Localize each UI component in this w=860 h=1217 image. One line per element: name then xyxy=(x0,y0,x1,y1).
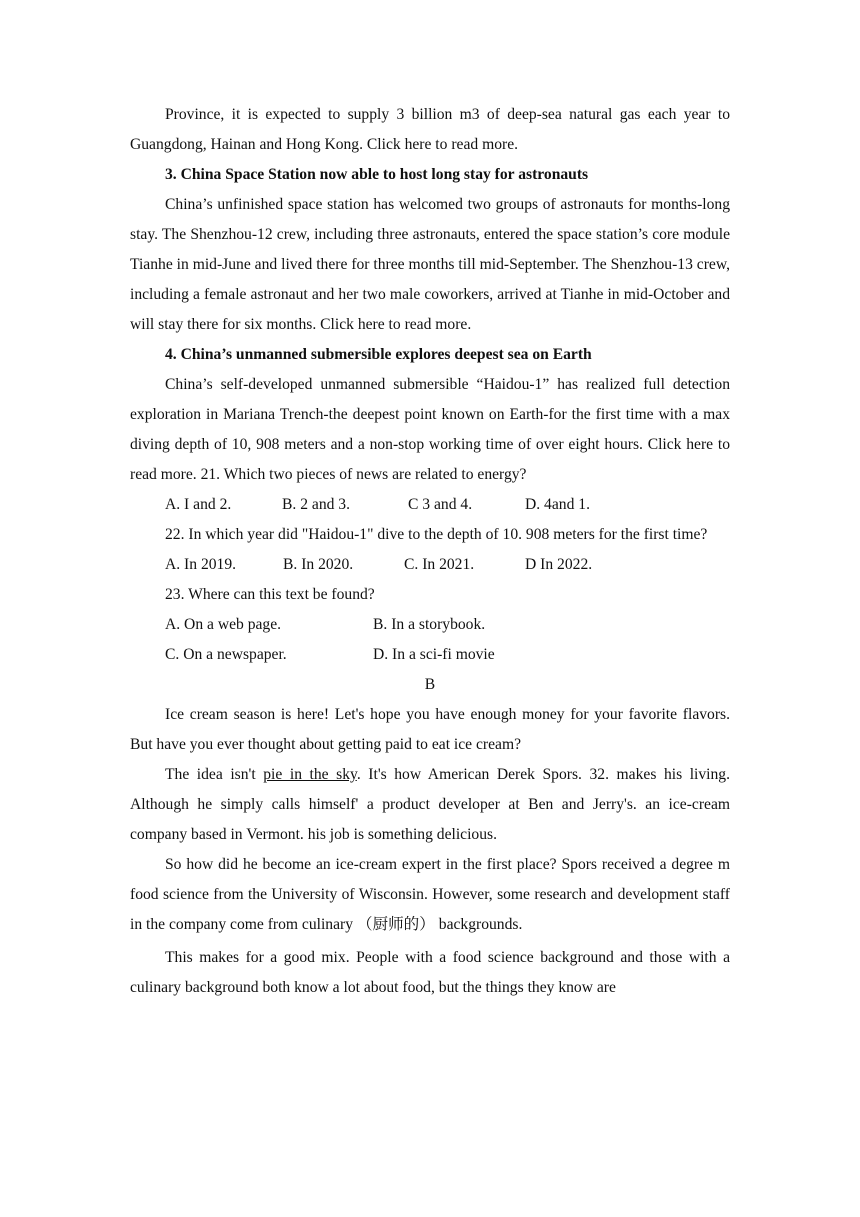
question-23-options-row-2 xyxy=(130,640,730,670)
q22-option-d: D In 2022. xyxy=(525,556,593,573)
q21-option-a: A. I and 2. xyxy=(165,496,232,513)
q23-option-d: D. In a sci-fi movie xyxy=(373,646,495,663)
q23-option-c: C. On a newspaper. xyxy=(165,646,287,663)
question-23-options-row-1 xyxy=(130,610,730,640)
question-22-options xyxy=(130,550,730,580)
underlined-phrase: pie in the sky xyxy=(263,766,357,783)
paragraph-2-start: The idea isn't xyxy=(165,766,264,783)
paragraph-news-4: China’s self-developed unmanned submersible “Haidou-1” has realized full detection exploration in Mariana Trench-the deepest point known on Earth-for the first time with a max diving depth of 10, 908 meters and a non-stop working time of over eight hours. Click here to read more. 21. Which two pieces of news are related to energy? xyxy=(130,376,730,483)
section-b-paragraph-4: This makes for a good mix. People with a food science background and those with a culinary background both know a lot about food, but the things they know are xyxy=(130,949,730,996)
paragraph-news-2-end: Province, it is expected to supply 3 billion m3 of deep-sea natural gas each year to Guangdong, Hainan and Hong Kong. Click here to read more. xyxy=(130,106,730,153)
section-b-label: B xyxy=(424,676,436,693)
q21-option-b: B. 2 and 3. xyxy=(282,496,351,513)
q23-option-b: B. In a storybook. xyxy=(373,616,486,633)
question-23: 23. Where can this text be found? xyxy=(165,586,375,603)
q22-option-c: C. In 2021. xyxy=(404,556,475,573)
news-heading-3: 3. China Space Station now able to host long stay for astronauts xyxy=(165,166,589,183)
q21-option-d: D. 4and 1. xyxy=(525,496,590,513)
document-page xyxy=(130,100,730,1003)
question-22: 22. In which year did "Haidou-1" dive to the depth of 10. 908 meters for the first time? xyxy=(165,526,708,543)
paragraph-news-3: China’s unfinished space station has welcomed two groups of astronauts for months-long stay. The Shenzhou-12 crew, including three astronauts, entered the space station’s core module Tianhe in mid-June and lived there for three months till mid-September. The Shenzhou-13 crew, including a female astronaut and her two male coworkers, arrived at Tianhe in mid-October and will stay there for six months. Click here to read more. xyxy=(130,196,730,333)
section-b-paragraph-1: Ice cream season is here! Let's hope you have enough money for your favorite flavors. But have you ever thought about getting paid to eat ice cream? xyxy=(130,706,730,753)
paragraph-2-rest: . It's how American Derek Spors. 32. makes his living. Although he simply calls himself' a product developer at Ben and Jerry's. an ice-cream company based in Vermont. his job is something delicious. xyxy=(130,766,730,843)
q22-option-a: A. In 2019. xyxy=(165,556,237,573)
question-21-options xyxy=(130,490,730,520)
q23-option-a: A. On a web page. xyxy=(165,616,282,633)
section-b-paragraph-3: So how did he become an ice-cream expert in the first place? Spors received a degree m food science from the University of Wisconsin. However, some research and development staff in the company come from culinary （厨师的） backgrounds. xyxy=(130,856,730,933)
news-heading-4: 4. China’s unmanned submersible explores deepest sea on Earth xyxy=(165,346,592,363)
q21-option-c: C 3 and 4. xyxy=(408,496,473,513)
q22-option-b: B. In 2020. xyxy=(283,556,354,573)
section-b-paragraph-2 xyxy=(130,760,730,850)
